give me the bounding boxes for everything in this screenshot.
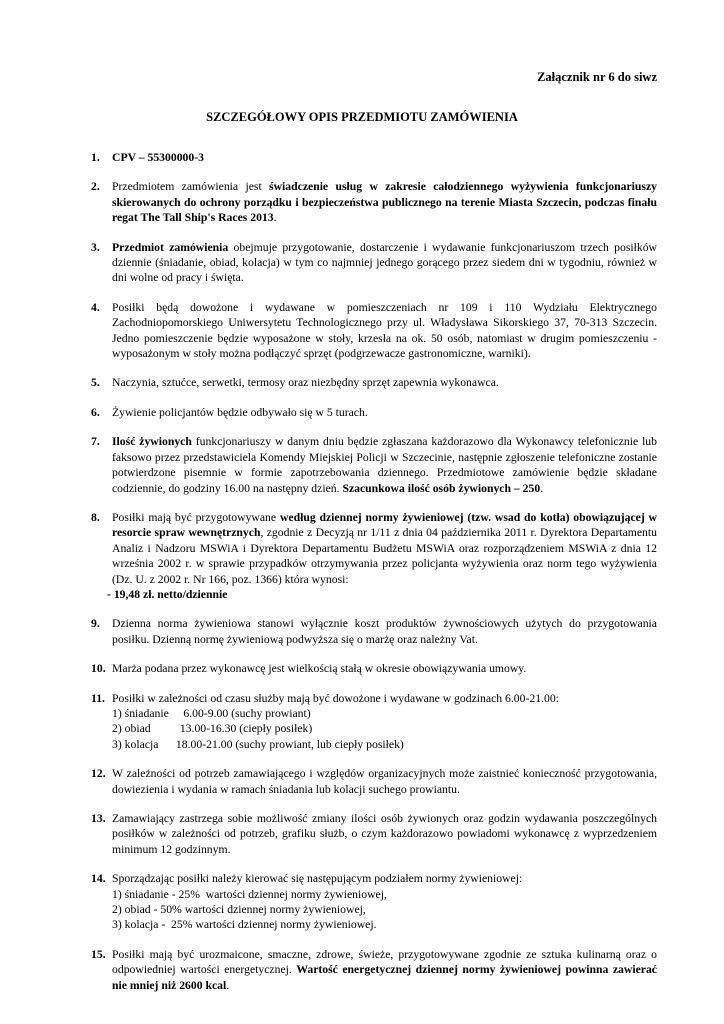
requirements-list bbox=[91, 150, 657, 993]
list-item bbox=[91, 179, 657, 225]
annex-label: Załącznik nr 6 do siwz bbox=[537, 70, 657, 84]
item-text: Posiłki mają być urozmaicone, smaczne, zdrowe, świeże, przygotowywane zgodnie ze sztuka kulinarną oraz o odpowiedniej wartości energetycznej. bbox=[112, 947, 657, 977]
sub-item: 1) śniadanie - 25% wartości dziennej normy żywieniowej, bbox=[112, 887, 387, 901]
item-text: , zgodnie z Decyzją nr 1/11 z dnia 04 października 2011 r. Dyrektora Departamentu Analiz i Nadzoru MSWiA i Dyrektora Departamentu Budżetu MSWiA oraz rozporządzeniem MSWiA z dnia 12 września 2002 r. w sprawie przypadków otrzymywania przez policjanta wyżywienia oraz norm tego wyżywienia (Dz. U. z 2002 r. Nr 166, poz. 1366) która wynosi: bbox=[112, 526, 657, 586]
list-item bbox=[91, 375, 657, 390]
list-item bbox=[91, 811, 657, 857]
item-text: . bbox=[226, 978, 230, 992]
list-item bbox=[91, 434, 657, 496]
bold-text: CPV – 55300000-3 bbox=[112, 151, 204, 164]
bold-text: świadczenie usług w zakresie całodziennego wyżywienia funkcjonariuszy skierowanych do ochrony porządku i bezpieczeństwa publicznego na terenie Miasta Szczecin, podczas finału regat The Tall Ship's Races 2013 bbox=[112, 180, 657, 225]
list-item bbox=[91, 405, 657, 420]
item-text: . bbox=[540, 481, 544, 495]
list-item bbox=[91, 766, 657, 797]
item-text: obejmuje przygotowanie, dostarczenie i wydawanie funkcjonariuszom trzech posiłków dziennie (śniadanie, obiad, kolacja) w tym co najmniej jednego gorącego przez siedem dni w tygodniu, również w dni wolne od pracy i święta. bbox=[112, 240, 658, 285]
item-number: 13. bbox=[91, 812, 106, 825]
bold-text: Ilość żywionych bbox=[112, 435, 192, 449]
item-number: 12. bbox=[91, 767, 106, 781]
list-item bbox=[91, 947, 657, 993]
item-number: 1. bbox=[91, 151, 100, 164]
item-number: 11. bbox=[91, 691, 105, 705]
item-number: 5. bbox=[91, 376, 100, 390]
list-item bbox=[91, 150, 657, 165]
sub-item: 3) kolacja - 25% wartości dziennej normy żywieniowej. bbox=[112, 918, 377, 932]
item-text: Posiłki będą dowożone i wydawane w pomieszczeniach nr 109 i 110 Wydziału Elektrycznego Zachodniopomorskiego Uniwersytetu Technologicznego przy ul. Władysława Sikorskiego 37, 70-313 Szczecin. Jedno pomieszczenie będzie wyposażone w stoły, krzesła na ok. 50 osób, natomiast w drugim pomieszczeniu - wyposażonym w stoły można podłączyć sprzęt (podgrzewacze gastronomiczne, warniki). bbox=[112, 300, 657, 361]
item-text: Przedmiotem zamówienia jest bbox=[112, 180, 270, 194]
list-item bbox=[91, 661, 657, 676]
bold-text: według dziennej normy żywieniowej (tzw. wsad do kotła) obowiązującej w resorcie spraw wewnętrznych bbox=[112, 510, 658, 540]
item-text: Posiłki mają być przygotowywane bbox=[112, 510, 280, 524]
item-number: 2. bbox=[91, 180, 100, 194]
item-number: 7. bbox=[91, 435, 100, 449]
item-text: W zależności od potrzeb zamawiającego i względów organizacyjnych może zaistnieć konieczność przygotowania, dowiezienia i wydania w ramach śniadania lub kolacji suchego prowiantu. bbox=[112, 767, 657, 796]
item-number: 4. bbox=[91, 300, 100, 314]
sub-item: 1) śniadanie 6.00-9.00 (suchy prowiant) bbox=[112, 706, 311, 720]
item-text: Naczynia, sztućce, serwetki, termosy oraz niezbędny sprzęt zapewnia wykonawca. bbox=[112, 376, 499, 390]
item-text: funkcjonariuszy w danym dniu będzie zgłaszana każdorazowo dla Wykonawcy telefonicznie lub faksowo przez przedstawiciela Komendy Miejskiej Policji w Szczecinie, następnie zgłoszenie telefoniczne zostanie potwierdzone pisemnie w formie zapotrzebowania dziennego. Przedmiotowe zamówienie będzie składane codziennie, do godziny 16.00 na następny dzień. bbox=[112, 435, 657, 495]
sub-item: 2) obiad 13.00-16.30 (ciepły posiłek) bbox=[112, 722, 313, 736]
bold-text: Szacunkowa ilość osób żywionych – 250 bbox=[342, 481, 541, 495]
norm-value: - 19,48 zł. netto/dziennie bbox=[107, 587, 228, 601]
item-text: Żywienie policjantów będzie odbywało się w 5 turach. bbox=[112, 405, 368, 419]
item-text: Sporządzając posiłki należy kierować się następującym podziałem normy żywieniowej: bbox=[112, 872, 523, 886]
item-number: 8. bbox=[91, 510, 100, 524]
item-text: . bbox=[273, 211, 277, 225]
item-text: Posiłki w zależności od czasu służby mają być dowożone i wydawane w godzinach 6.00-21.00: bbox=[112, 691, 559, 705]
sub-item: 2) obiad - 50% wartości dziennej normy żywieniowej, bbox=[112, 903, 366, 917]
bold-text: Wartość energetycznej dziennej normy żywieniowej powinna zawierać nie mniej niż 2600 kcal bbox=[112, 963, 657, 992]
item-text: Marża podana przez wykonawcę jest wielkością stałą w okresie obowiązywania umowy. bbox=[112, 662, 527, 676]
item-number: 14. bbox=[91, 872, 106, 886]
list-item bbox=[91, 240, 657, 286]
document-title: SZCZEGÓŁOWY OPIS PRZEDMIOTU ZAMÓWIENIA bbox=[206, 110, 518, 124]
sub-item: 3) kolacja 18.00-21.00 (suchy prowiant, lub ciepły posiłek) bbox=[112, 737, 404, 751]
list-item bbox=[91, 871, 657, 933]
item-number: 9. bbox=[91, 617, 100, 631]
bold-text: Przedmiot zamówienia bbox=[112, 240, 229, 254]
list-item bbox=[91, 691, 657, 753]
item-text: Zamawiający zastrzega sobie możliwość zmiany ilości osób żywionych oraz godzin wydawania poszczególnych posiłków w zależności od potrzeb, grafiku służb, o czym każdorazowo powiadomi wykonawcę z wyprzedzeniem minimum 12 godzinnym. bbox=[112, 812, 657, 856]
list-item bbox=[91, 510, 657, 602]
item-number: 6. bbox=[91, 405, 100, 419]
item-number: 10. bbox=[91, 662, 106, 676]
list-item bbox=[91, 616, 657, 647]
list-item bbox=[91, 300, 657, 362]
item-number: 3. bbox=[91, 240, 100, 254]
item-number: 15. bbox=[91, 947, 106, 961]
item-text: Dzienna norma żywieniowa stanowi wyłącznie koszt produktów żywnościowych użytych do przygotowania posiłku. Dzienną normę żywieniową podwyższa się o marżę oraz należny Vat. bbox=[112, 617, 657, 646]
